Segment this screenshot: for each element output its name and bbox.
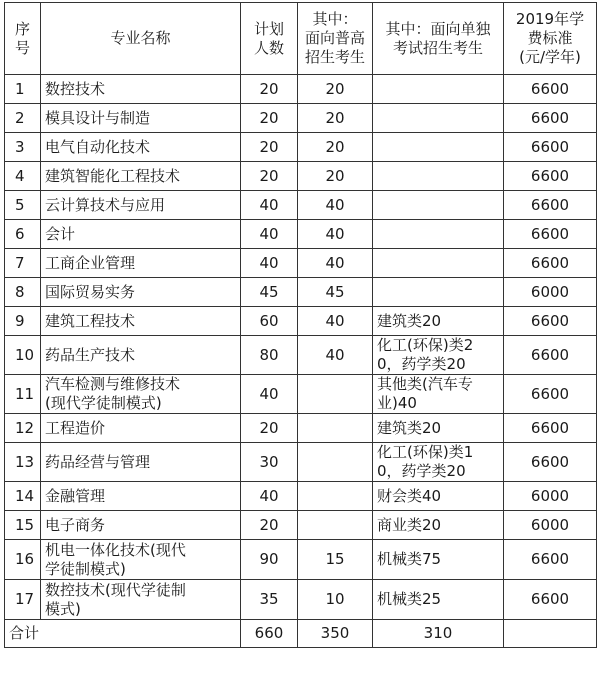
cell-single: 建筑类20: [373, 307, 504, 336]
cell-general: [298, 443, 373, 482]
cell-single: 其他类(汽车专 业)40: [373, 375, 504, 414]
cell-seq: 16: [5, 540, 41, 580]
total-plan: 660: [241, 620, 298, 648]
cell-general: 20: [298, 104, 373, 133]
cell-plan: 20: [241, 104, 298, 133]
cell-fee: 6600: [504, 133, 597, 162]
table-row: [5, 307, 597, 336]
cell-fee: 6000: [504, 511, 597, 540]
header-single-exam: 其中：面向单独 考试招生考生: [373, 3, 504, 75]
cell-general: 40: [298, 191, 373, 220]
cell-seq: 1: [5, 75, 41, 104]
cell-plan: 40: [241, 220, 298, 249]
cell-single: 机械类25: [373, 580, 504, 620]
cell-plan: 40: [241, 482, 298, 511]
cell-single: 化工(环保)类2 0，药学类20: [373, 336, 504, 375]
table-row: [5, 482, 597, 511]
total-label: 合计: [5, 620, 241, 648]
cell-general: [298, 511, 373, 540]
cell-single: 化工(环保)类1 0，药学类20: [373, 443, 504, 482]
cell-fee: 6600: [504, 220, 597, 249]
table-row: [5, 249, 597, 278]
cell-major-name: 电子商务: [41, 511, 241, 540]
table-row: [5, 336, 597, 375]
cell-general: 20: [298, 75, 373, 104]
cell-fee: 6000: [504, 482, 597, 511]
cell-major-name: 云计算技术与应用: [41, 191, 241, 220]
cell-major-name: 汽车检测与维修技术 (现代学徒制模式): [41, 375, 241, 414]
cell-fee: 6600: [504, 375, 597, 414]
cell-seq: 12: [5, 414, 41, 443]
cell-single: [373, 249, 504, 278]
cell-single: [373, 278, 504, 307]
total-general: 350: [298, 620, 373, 648]
cell-major-name: 建筑智能化工程技术: [41, 162, 241, 191]
table-row: [5, 162, 597, 191]
cell-seq: 7: [5, 249, 41, 278]
cell-general: [298, 482, 373, 511]
cell-major-name: 工商企业管理: [41, 249, 241, 278]
cell-seq: 15: [5, 511, 41, 540]
cell-plan: 20: [241, 414, 298, 443]
cell-seq: 8: [5, 278, 41, 307]
total-single: 310: [373, 620, 504, 648]
table-row: [5, 220, 597, 249]
cell-major-name: 电气自动化技术: [41, 133, 241, 162]
table-row: [5, 75, 597, 104]
table-body: [5, 75, 597, 620]
cell-major-name: 工程造价: [41, 414, 241, 443]
header-major-name: 专业名称: [41, 3, 241, 75]
table-row: [5, 375, 597, 414]
table-row: [5, 133, 597, 162]
cell-seq: 9: [5, 307, 41, 336]
cell-fee: 6600: [504, 249, 597, 278]
header-tuition-fee: 2019年学 费标准 (元/学年): [504, 3, 597, 75]
cell-fee: 6600: [504, 540, 597, 580]
cell-single: [373, 191, 504, 220]
cell-major-name: 药品生产技术: [41, 336, 241, 375]
cell-fee: 6600: [504, 580, 597, 620]
cell-plan: 20: [241, 75, 298, 104]
cell-plan: 80: [241, 336, 298, 375]
cell-fee: 6000: [504, 278, 597, 307]
cell-single: 建筑类20: [373, 414, 504, 443]
cell-major-name: 国际贸易实务: [41, 278, 241, 307]
cell-plan: 60: [241, 307, 298, 336]
cell-seq: 3: [5, 133, 41, 162]
cell-single: [373, 104, 504, 133]
cell-plan: 40: [241, 375, 298, 414]
cell-major-name: 药品经营与管理: [41, 443, 241, 482]
header-seq: 序 号: [5, 3, 41, 75]
total-row: [5, 620, 597, 648]
cell-plan: 35: [241, 580, 298, 620]
table-row: [5, 540, 597, 580]
cell-fee: 6600: [504, 162, 597, 191]
table-row: [5, 580, 597, 620]
cell-plan: 40: [241, 191, 298, 220]
cell-single: [373, 220, 504, 249]
cell-seq: 11: [5, 375, 41, 414]
cell-single: 机械类75: [373, 540, 504, 580]
cell-seq: 10: [5, 336, 41, 375]
cell-fee: 6600: [504, 443, 597, 482]
cell-general: 20: [298, 133, 373, 162]
cell-seq: 5: [5, 191, 41, 220]
cell-major-name: 会计: [41, 220, 241, 249]
table-row: [5, 443, 597, 482]
cell-major-name: 数控技术: [41, 75, 241, 104]
cell-fee: 6600: [504, 75, 597, 104]
header-row: [5, 3, 597, 75]
cell-general: 10: [298, 580, 373, 620]
cell-general: 20: [298, 162, 373, 191]
cell-fee: 6600: [504, 414, 597, 443]
cell-general: 15: [298, 540, 373, 580]
cell-plan: 40: [241, 249, 298, 278]
cell-major-name: 金融管理: [41, 482, 241, 511]
header-general-high-school: 其中： 面向普高 招生考生: [298, 3, 373, 75]
cell-plan: 45: [241, 278, 298, 307]
cell-general: [298, 414, 373, 443]
cell-plan: 20: [241, 162, 298, 191]
cell-single: 商业类20: [373, 511, 504, 540]
cell-seq: 17: [5, 580, 41, 620]
cell-general: [298, 375, 373, 414]
cell-seq: 4: [5, 162, 41, 191]
cell-major-name: 数控技术(现代学徒制 模式): [41, 580, 241, 620]
cell-single: [373, 133, 504, 162]
cell-single: [373, 162, 504, 191]
header-plan-count: 计划 人数: [241, 3, 298, 75]
cell-fee: 6600: [504, 191, 597, 220]
table-row: [5, 104, 597, 133]
cell-major-name: 模具设计与制造: [41, 104, 241, 133]
cell-general: 40: [298, 249, 373, 278]
cell-major-name: 机电一体化技术(现代 学徒制模式): [41, 540, 241, 580]
cell-seq: 13: [5, 443, 41, 482]
cell-single: 财会类40: [373, 482, 504, 511]
table-row: [5, 414, 597, 443]
total-fee: [504, 620, 597, 648]
cell-plan: 90: [241, 540, 298, 580]
cell-fee: 6600: [504, 307, 597, 336]
enrollment-plan-table-wrap: [4, 2, 596, 648]
table-row: [5, 191, 597, 220]
cell-plan: 30: [241, 443, 298, 482]
cell-general: 40: [298, 220, 373, 249]
cell-plan: 20: [241, 511, 298, 540]
cell-single: [373, 75, 504, 104]
cell-general: 45: [298, 278, 373, 307]
cell-general: 40: [298, 336, 373, 375]
enrollment-plan-table: [4, 2, 597, 648]
cell-plan: 20: [241, 133, 298, 162]
table-row: [5, 278, 597, 307]
cell-major-name: 建筑工程技术: [41, 307, 241, 336]
cell-seq: 2: [5, 104, 41, 133]
cell-fee: 6600: [504, 104, 597, 133]
cell-fee: 6600: [504, 336, 597, 375]
table-row: [5, 511, 597, 540]
cell-general: 40: [298, 307, 373, 336]
cell-seq: 6: [5, 220, 41, 249]
cell-seq: 14: [5, 482, 41, 511]
